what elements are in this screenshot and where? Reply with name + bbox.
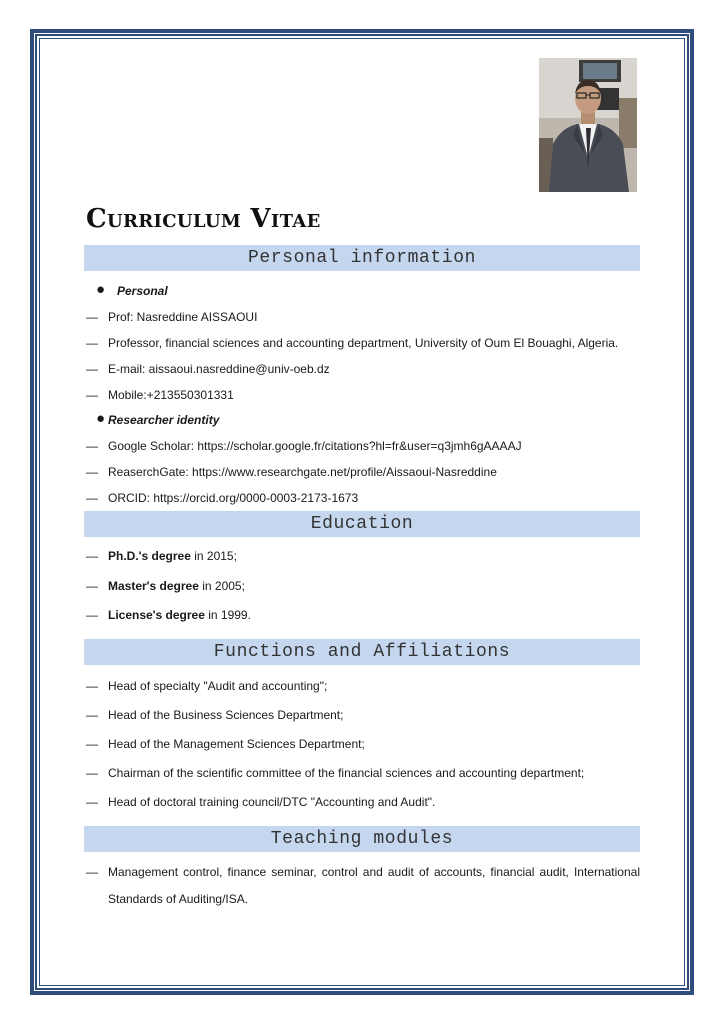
dash-icon: — xyxy=(86,795,98,809)
google-scholar-link[interactable]: Google Scholar: https://scholar.google.fr/citations?hl=fr&user=q3jmh6gAAAAJ xyxy=(108,439,522,453)
dash-icon: — xyxy=(86,579,98,593)
bullet-icon: ● xyxy=(96,410,106,427)
dash-icon: — xyxy=(86,491,98,505)
dash-icon: — xyxy=(86,310,98,324)
researchgate-link[interactable]: ReaserchGate: https://www.researchgate.net/profile/Aissaoui-Nasreddine xyxy=(108,465,497,479)
position-text: Professor, financial sciences and accounting department, University of Oum El Bouaghi, Algeria. xyxy=(108,336,619,350)
degree-name: Ph.D.'s degree xyxy=(108,549,191,563)
page-title: Curriculum Vitae xyxy=(86,204,321,234)
section-education: Education xyxy=(84,511,640,537)
dash-icon: — xyxy=(86,388,98,402)
dash-icon: — xyxy=(86,865,98,879)
dash-icon: — xyxy=(86,465,98,479)
section-personal-information: Personal information xyxy=(84,245,640,271)
degree-name: License's degree xyxy=(108,608,205,622)
bullet-icon: ● xyxy=(96,281,106,298)
orcid-link[interactable]: ORCID: https://orcid.org/0000-0003-2173-1673 xyxy=(108,491,359,505)
dash-icon: — xyxy=(86,766,98,780)
dash-icon: — xyxy=(86,608,98,622)
dash-icon: — xyxy=(86,737,98,751)
teaching-line-1: Management control, finance seminar, control and audit of accounts, financial audit, International xyxy=(108,865,640,879)
researcher-heading: Researcher identity xyxy=(108,413,220,427)
degree-year: in 2015; xyxy=(190,549,237,563)
dash-icon: — xyxy=(86,549,98,563)
dash-icon: — xyxy=(86,708,98,722)
mobile-text: Mobile:+213550301331 xyxy=(108,388,234,402)
dash-icon: — xyxy=(86,439,98,453)
degree-year: in 2005; xyxy=(198,579,245,593)
section-teaching: Teaching modules xyxy=(84,826,640,852)
teaching-line-2: Standards of Auditing/ISA. xyxy=(108,892,249,906)
dash-icon: — xyxy=(86,362,98,376)
dash-icon: — xyxy=(86,336,98,350)
prof-name: Prof: Nasreddine AISSAOUI xyxy=(108,310,258,324)
email-text: E-mail: aissaoui.nasreddine@univ-oeb.dz xyxy=(108,362,330,376)
dash-icon: — xyxy=(86,679,98,693)
degree-year: in 1999. xyxy=(204,608,251,622)
personal-heading: Personal xyxy=(117,284,168,298)
degree-name: Master's degree xyxy=(108,579,199,593)
section-functions: Functions and Affiliations xyxy=(84,639,640,665)
profile-photo xyxy=(539,58,637,192)
